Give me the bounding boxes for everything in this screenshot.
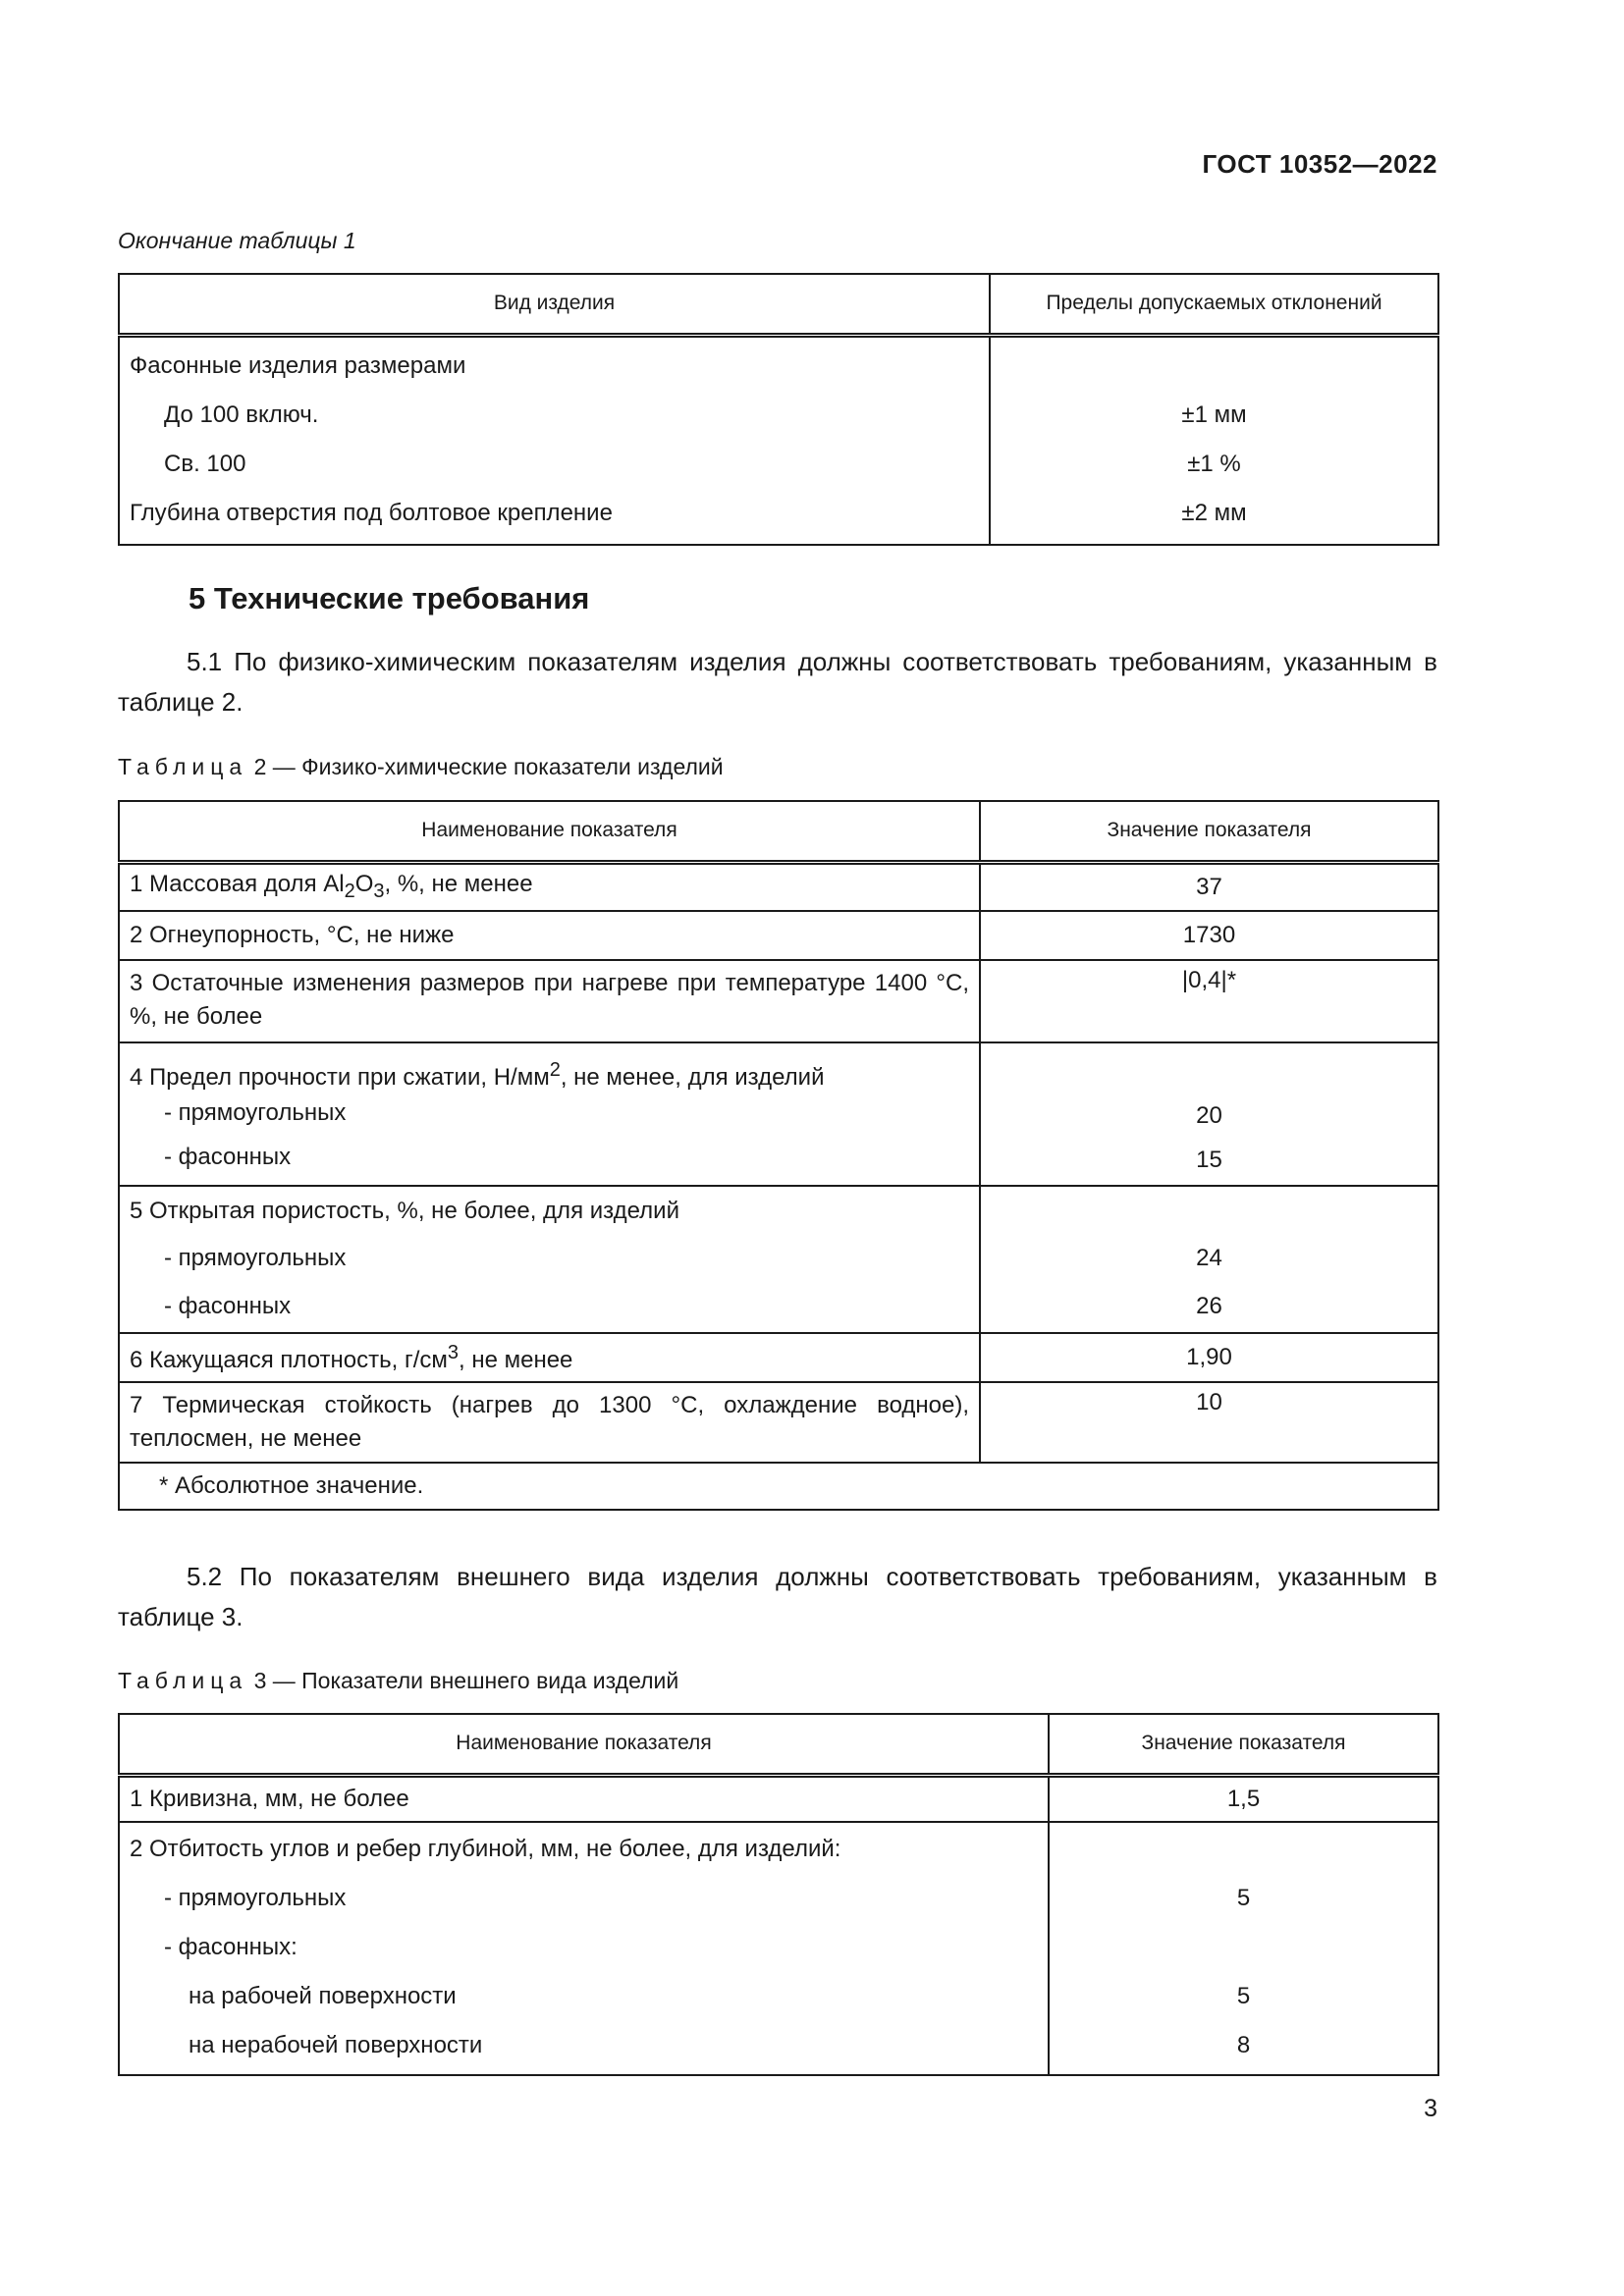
row-label: 4 Предел прочности при сжатии, $Н/мм^2$, не менее, для изделий — [130, 1059, 825, 1091]
caption-prefix: Таблица — [118, 1668, 248, 1693]
table-row — [119, 1333, 1438, 1382]
row-value — [1001, 342, 1428, 391]
table-header-row — [119, 801, 1438, 862]
row-value: 5 — [1236, 1983, 1251, 2009]
column-header: Пределы допускаемых отклонений — [990, 274, 1438, 335]
table-row — [119, 1822, 1438, 2075]
table-row — [119, 862, 1438, 911]
row-label: 6 Кажущаяся плотность, $г/см^3$, не менее — [119, 1333, 980, 1382]
row-label: 7 Термическая стойкость (нагрев до 1300 °С, охлаждение водное), теплосмен, не менее — [119, 1382, 980, 1463]
table-footnote-row — [119, 1463, 1438, 1510]
table-footnote: * Абсолютное значение. — [119, 1463, 1438, 1510]
row-value: 1,5 — [1049, 1775, 1438, 1822]
row-value: 1,90 — [980, 1333, 1438, 1382]
table3 — [118, 1713, 1439, 2076]
row-label: 2 Огнеупорность, °С, не ниже — [119, 911, 980, 960]
row-sublabel: - прямоугольных — [164, 1099, 347, 1126]
row-value: |0,4|* — [980, 960, 1438, 1042]
table-row — [119, 335, 1438, 545]
table-row — [119, 911, 1438, 960]
row-sublabel: - прямоугольных — [164, 1885, 347, 1911]
caption-prefix: Таблица — [118, 754, 248, 779]
table1-caption: Окончание таблицы 1 — [118, 228, 356, 253]
column-header: Значение показателя — [1049, 1714, 1438, 1775]
row-value: ±1 % — [1187, 450, 1241, 477]
table2 — [118, 800, 1439, 1511]
table-row — [119, 960, 1438, 1042]
table3-caption — [118, 1668, 678, 1694]
table1 — [118, 273, 1439, 546]
row-label: Глубина отверстия под болтовое крепление — [130, 499, 613, 526]
row-label: 2 Отбитость углов и ребер глубиной, мм, не более, для изделий: — [130, 1836, 841, 1862]
row-label: До 100 включ. — [164, 400, 319, 428]
row-value: 1730 — [980, 911, 1438, 960]
row-value: 26 — [1196, 1293, 1222, 1319]
row-label: Св. 100 — [164, 450, 246, 477]
standard-code: ГОСТ 10352—2022 — [1202, 149, 1437, 179]
table-header-row — [119, 1714, 1438, 1775]
row-label: Фасонные изделия размерами — [130, 351, 466, 379]
row-label: 1 Кривизна, мм, не более — [119, 1775, 1049, 1822]
row-sublabel: - фасонных: — [164, 1934, 298, 1960]
row-value: 15 — [1196, 1147, 1222, 1173]
row-sublabel: - фасонных — [164, 1144, 292, 1170]
row-value: 5 — [1236, 1885, 1251, 1911]
row-value: 37 — [980, 862, 1438, 911]
row-label: 3 Остаточные изменения размеров при нагреве при температуре 1400 °С, %, не более — [119, 960, 980, 1042]
paragraph-5-1: 5.1 По физико-химическим показателям изделия должны соответствовать требованиям, указанным в таблице 2. — [118, 647, 1437, 717]
column-header: Наименование показателя — [119, 1714, 1049, 1775]
paragraph-5-2: 5.2 По показателям внешнего вида изделия должны соответствовать требованиям, указанным в таблице 3. — [118, 1562, 1437, 1631]
table-row — [119, 1186, 1438, 1333]
column-header: Значение показателя — [980, 801, 1438, 862]
table-header-row — [119, 274, 1438, 335]
row-sublabel: на нерабочей поверхности — [189, 2032, 483, 2058]
row-sublabel: - фасонных — [164, 1293, 292, 1319]
row-value: 24 — [1196, 1245, 1222, 1271]
row-value: ±1 мм — [1181, 400, 1247, 428]
row-value: ±2 мм — [1181, 499, 1247, 526]
row-sublabel: на рабочей поверхности — [189, 1983, 457, 2009]
column-header: Вид изделия — [119, 274, 990, 335]
page-number: 3 — [1424, 2095, 1437, 2122]
table2-caption — [118, 754, 724, 780]
row-value: 8 — [1236, 2032, 1251, 2058]
table-row — [119, 1042, 1438, 1186]
row-value: 20 — [1196, 1102, 1222, 1129]
section-heading: 5 Технические требования — [189, 581, 590, 615]
row-label: 5 Открытая пористость, %, не более, для изделий — [130, 1198, 679, 1224]
caption-text: 3 — Показатели внешнего вида изделий — [253, 1668, 679, 1693]
table-row — [119, 1775, 1438, 1822]
row-sublabel: - прямоугольных — [164, 1245, 347, 1271]
row-value: 10 — [980, 1382, 1438, 1463]
table-row — [119, 1382, 1438, 1463]
column-header: Наименование показателя — [119, 801, 980, 862]
row-label: 1 Массовая доля $Al_2O_3$, %, не менее — [119, 862, 980, 911]
caption-text: 2 — Физико-химические показатели изделий — [253, 754, 724, 779]
